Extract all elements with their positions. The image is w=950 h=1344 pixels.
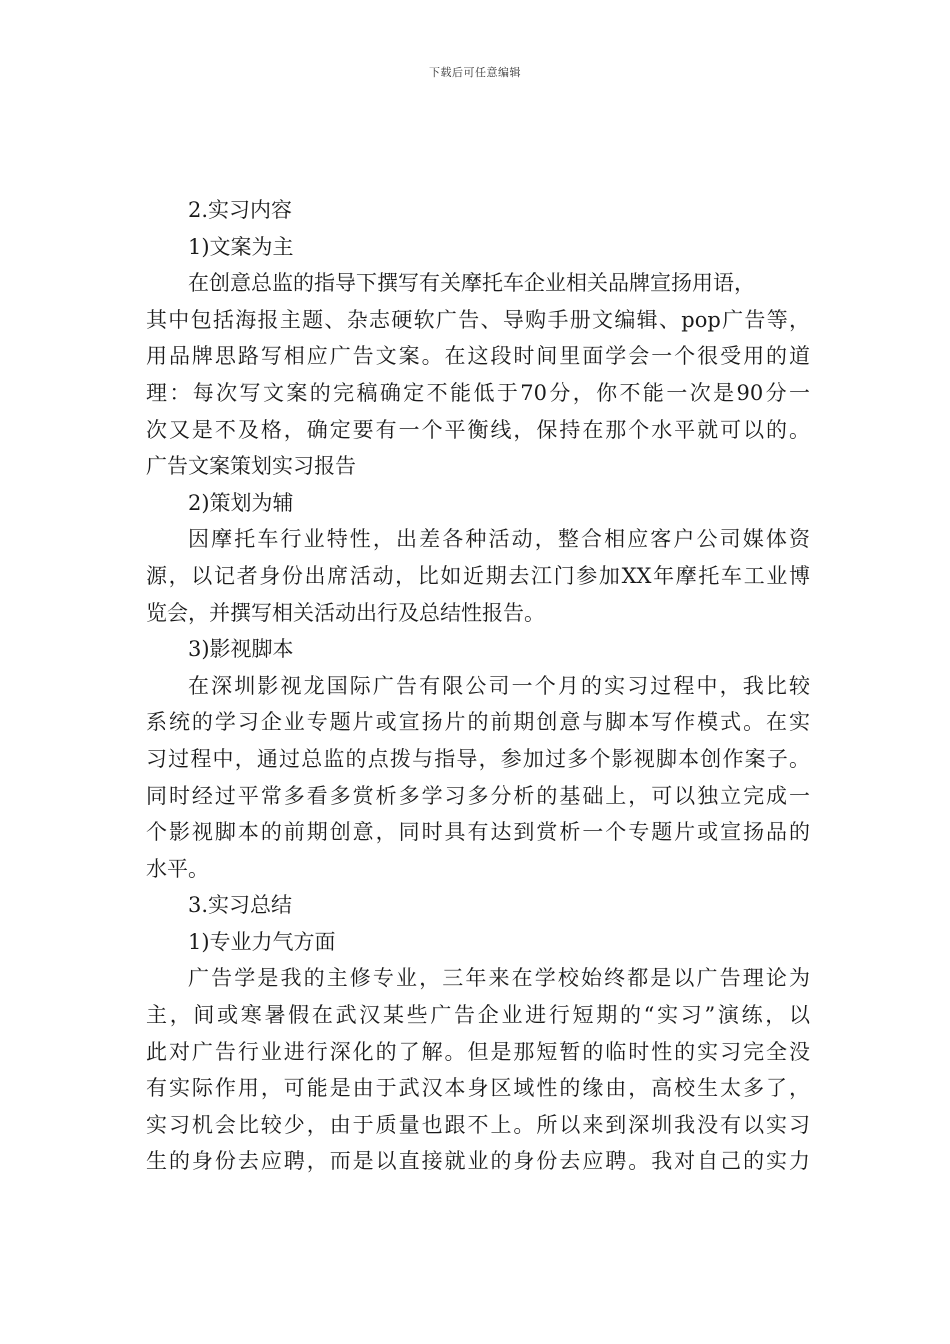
text-line: 3)影视脚本 xyxy=(188,637,294,662)
text-line: 此对广告行业进行深化的了解。但是那短暂的临时性的实习完全没 xyxy=(146,1039,810,1064)
document-body xyxy=(146,192,810,1180)
text-line: 2.实习内容 xyxy=(188,198,293,222)
text-line: 用品牌思路写相应广告文案。在这段时间里面学会一个很受用的道 xyxy=(146,344,810,369)
text-line: 因摩托车行业特性，出差各种活动，整合相应客户公司媒体资 xyxy=(188,527,810,552)
text-line: 系统的学习企业专题片或宣扬片的前期创意与脚本写作模式。在实 xyxy=(146,710,810,735)
text-line: 主，间或寒暑假在武汉某些广告企业进行短期的“实习”演练，以 xyxy=(146,1003,810,1028)
text-line: 习过程中，通过总监的点拨与指导，参加过多个影视脚本创作案子。 xyxy=(146,746,810,771)
text-line: 1)文案为主 xyxy=(188,234,294,259)
text-line: 广告学是我的主修专业，三年来在学校始终都是以广告理论为 xyxy=(188,966,810,991)
page-header: 下载后可任意编辑 xyxy=(429,66,521,79)
text-line: 实习机会比较少，由于质量也跟不上。所以来到深圳我没有以实习 xyxy=(146,1112,810,1137)
text-line: 个影视脚本的前期创意，同时具有达到赏析一个专题片或宣扬品的 xyxy=(146,820,810,845)
text-line: 在创意总监的指导下撰写有关摩托车企业相关品牌宣扬用语， xyxy=(188,271,755,296)
text-line: 同时经过平常多看多赏析多学习多分析的基础上，可以独立完成一 xyxy=(146,783,810,808)
text-line: 次又是不及格，确定要有一个平衡线，保持在那个水平就可以的。 xyxy=(146,417,810,442)
text-line: 2)策划为辅 xyxy=(188,490,294,515)
text-line: 其中包括海报主题、杂志硬软广告、导购手册文编辑、pop广告等， xyxy=(146,307,810,332)
text-line: 理：每次写文案的完稿确定不能低于70分，你不能一次是90分一 xyxy=(146,380,810,405)
text-line: 在深圳影视龙国际广告有限公司一个月的实习过程中，我比较 xyxy=(188,673,810,698)
text-line: 生的身份去应聘，而是以直接就业的身份去应聘。我对自己的实力 xyxy=(146,1149,810,1174)
text-line: 水平。 xyxy=(146,856,209,881)
text-line: 览会，并撰写相关活动出行及总结性报告。 xyxy=(146,600,545,625)
text-line: 广告文案策划实习报告 xyxy=(146,454,356,479)
text-line: 1)专业力气方面 xyxy=(188,929,336,954)
text-line: 有实际作用，可能是由于武汉本身区域性的缘由，高校生太多了， xyxy=(146,1076,810,1101)
text-line: 3.实习总结 xyxy=(188,893,293,918)
text-line: 源，以记者身份出席活动，比如近期去江门参加XX年摩托车工业博 xyxy=(146,563,810,588)
